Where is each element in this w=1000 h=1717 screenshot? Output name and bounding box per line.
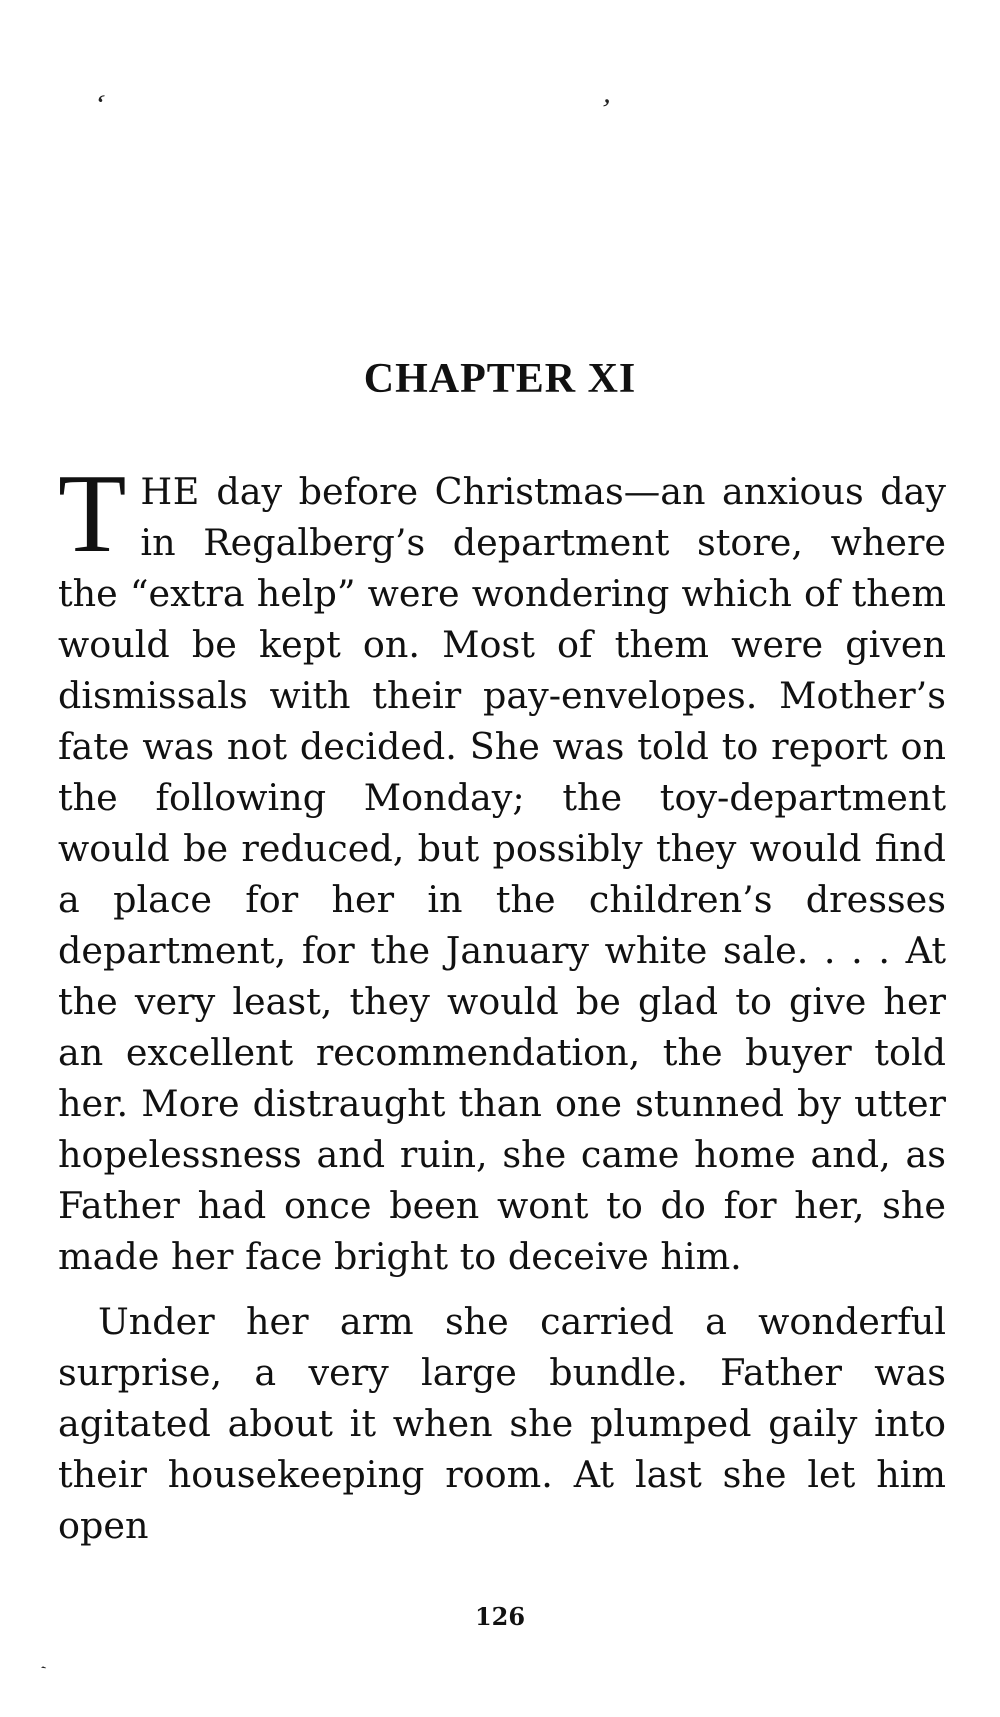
- page-number: 126: [474, 1602, 526, 1631]
- drop-cap: T: [58, 452, 127, 576]
- stray-mark-right: ʼ: [596, 92, 614, 127]
- lead-caps: HE: [140, 470, 200, 513]
- paragraph-1: [58, 452, 946, 1282]
- body-text: [58, 452, 946, 1551]
- stray-mark-left: ʻ: [89, 87, 110, 122]
- chapter-title: CHAPTER XI: [363, 356, 637, 402]
- paragraph-1-text: day before Christmas—an anxious day in Regalberg’s department store, where the “extra help” were wondering which of them would be kept on. Most of them were given dismissals with their pay-envelopes. Mother’s fate was not decided. She was told to report on the following Monday; the toy-department would be reduced, but possibly they would find a place for her in the children’s dresses department, for the January white sale. . . . At the very least, they would be glad to give her an excellent recommendation, the buyer told her. More distraught than one stunned by utter hopelessness and ruin, she came home and, as Father had once been wont to do for her, she made her face bright to deceive him.: [58, 470, 946, 1278]
- paragraph-2: Under her arm she carried a wonderful surprise, a very large bundle. Father was agitated about it when she plumped gaily into their housekeeping room. At last she let him open: [58, 1300, 946, 1547]
- stray-mark-bottom: ˏ: [30, 1648, 48, 1672]
